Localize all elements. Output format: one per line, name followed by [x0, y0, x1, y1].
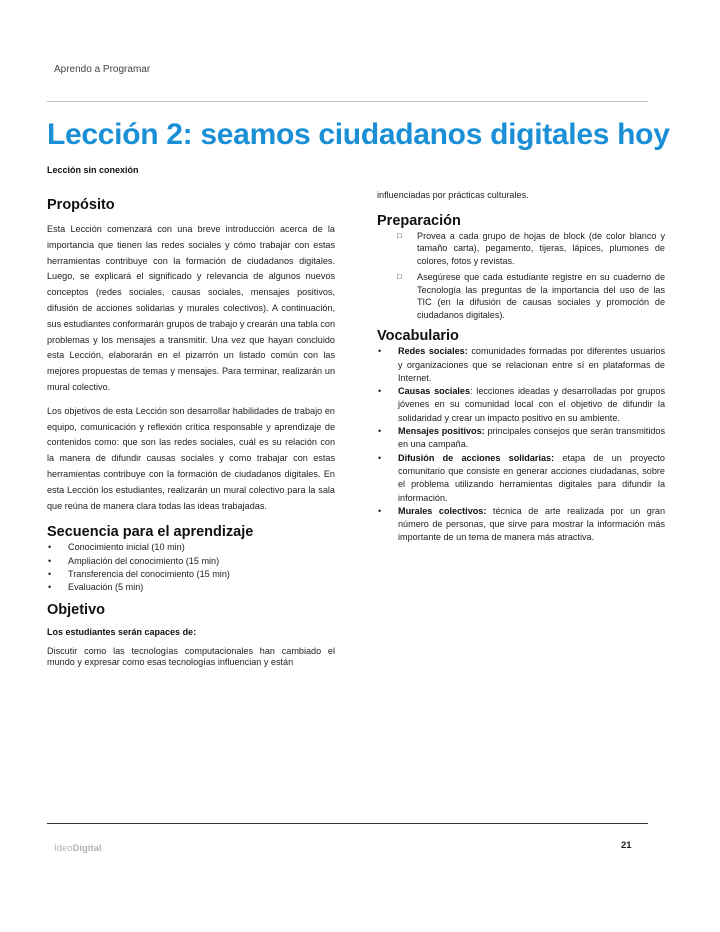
list-item: • Ampliación del conocimiento (15 min) [47, 555, 335, 568]
bullet-icon: • [48, 568, 52, 579]
footer-divider [47, 823, 648, 824]
paragraph: Discutir como las tecnologías computacionales han cambiado el mundo y expresar como esas tecnologías influencian y están [47, 645, 335, 668]
section-heading: Propósito [47, 197, 115, 213]
section-objetivo [47, 601, 335, 670]
bullet-icon: • [48, 542, 52, 553]
vocabulary-definition: técnica de arte realizada por un gran número de personas, que sirve para mostrar la información más importante de un tema de manera más atractiva. [398, 505, 665, 543]
vocabulary-list [377, 345, 665, 544]
bullet-icon: • [378, 452, 382, 463]
lesson-subtitle: Lección sin conexión [47, 165, 139, 175]
list-item: • Conocimiento inicial (10 min) [47, 541, 335, 554]
page-number: 21 [621, 840, 632, 851]
vocabulary-item [377, 452, 665, 505]
paragraph-continuation: influenciadas por prácticas culturales. [377, 190, 529, 200]
footer-brand-logo: IdeoDigital [54, 843, 102, 854]
list-item: □ Asegúrese que cada estudiante registre en su cuaderno de Tecnología las preguntas de la importancia del uso de las TIC (en la difusión de causas sociales y promoción de ciudadanos digitales). [397, 272, 665, 320]
vocabulary-item [377, 385, 665, 425]
vocabulary-definition: principales consejos que serán transmitidos en una campaña. [398, 426, 666, 450]
bullet-icon: • [48, 582, 52, 593]
vocabulary-term: Mensajes positivos: [398, 426, 485, 437]
section-secuencia [47, 523, 335, 594]
objective-lead: Los estudiantes serán capaces de: [47, 626, 197, 637]
vocabulary-definition: comunidades formadas por diferentes usuarios y organizaciones que se relacionan entre sí en plataformas de Internet. [398, 346, 665, 383]
section-proposito [47, 196, 335, 514]
vocabulary-item [377, 345, 665, 385]
paragraph: Los objetivos de esta Lección son desarrollar habilidades de trabajo en equipo, comunicación y reflexión crítica responsable y aprendizaje de contenidos como: que son las redes sociales, cuál es su relación con la manera de difundir causas sociales y como trabajar con estas herramientas contribuye con la formación de ciudadanos digitales. En esta Lección los estudiantes, realizarán un mural colectivo para la sala que reúna de manera clara todas las ideas trabajadas. [47, 405, 335, 511]
right-column [377, 190, 665, 545]
section-vocabulario [377, 327, 665, 544]
list-item: • Transferencia del conocimiento (15 min) [47, 568, 335, 581]
header-divider [47, 101, 648, 102]
vocabulary-term: Murales colectivos: [398, 505, 487, 516]
section-heading: Objetivo [47, 601, 106, 618]
running-header: Aprendo a Programar [54, 64, 151, 75]
bullet-icon: • [378, 426, 382, 437]
checkbox-bullet-icon: □ [397, 272, 402, 282]
section-preparacion [377, 212, 665, 322]
section-heading: Preparación [377, 212, 461, 229]
bullet-icon: • [378, 386, 382, 397]
vocabulary-definition: etapa de un proyecto comunitario que consiste en generar acciones ciudadanas, sobre el problema utilizando herramientas digitales para difundir la información. [398, 452, 665, 503]
sequence-list [47, 541, 335, 594]
vocabulary-definition: : lecciones ideadas y desarrolladas por grupos jóvenes en su comunidad local con el objetivo de difundir la solidaridad y crear un impacto positivo en su ambiente. [398, 386, 665, 423]
list-item: • Evaluación (5 min) [47, 581, 335, 594]
bullet-icon: • [48, 555, 52, 566]
vocabulary-item [377, 505, 665, 545]
section-heading: Secuencia para el aprendizaje [47, 524, 254, 541]
left-column [47, 196, 335, 669]
vocabulary-term: Difusión de acciones solidarias: [398, 452, 555, 463]
list-item: □ Provea a cada grupo de hojas de block (de color blanco y tamaño carta), pegamento, tijeras, lápices, plumones de colores, fotos y revistas. [397, 230, 665, 266]
preparation-list [377, 230, 665, 322]
vocabulary-term: Causas sociales [398, 386, 471, 397]
paragraph: Esta Lección comenzará con una breve introducción acerca de la importancia que tienen las redes sociales y cómo trabajar con estas herramientas contribuye con la formación de ciudadanos digitales. Luego, se explicará el significado y relevancia de algunos nuevos conceptos (redes sociales, causas sociales, mensajes positivos, difusión de acciones solidarias y murales colectivos). A continuación, sus estudiantes conformarán grupos de trabajo y crearán una tabla con problemas y los mensajes a transmitir. Una vez que hayan concluido esta Lección, elaborarán en el pizarrón un listado común con las mejores propuestas de temas y mensajes. Para terminar, realizarán un mural colectivo. [47, 224, 335, 392]
vocabulary-item [377, 425, 665, 452]
section-heading: Vocabulario [377, 328, 459, 345]
page-title: Lección 2: seamos ciudadanos digitales hoy [47, 118, 670, 151]
vocabulary-term: Redes sociales: [398, 346, 468, 357]
bullet-icon: • [378, 346, 382, 357]
checkbox-bullet-icon: □ [397, 230, 402, 240]
bullet-icon: • [378, 505, 382, 516]
